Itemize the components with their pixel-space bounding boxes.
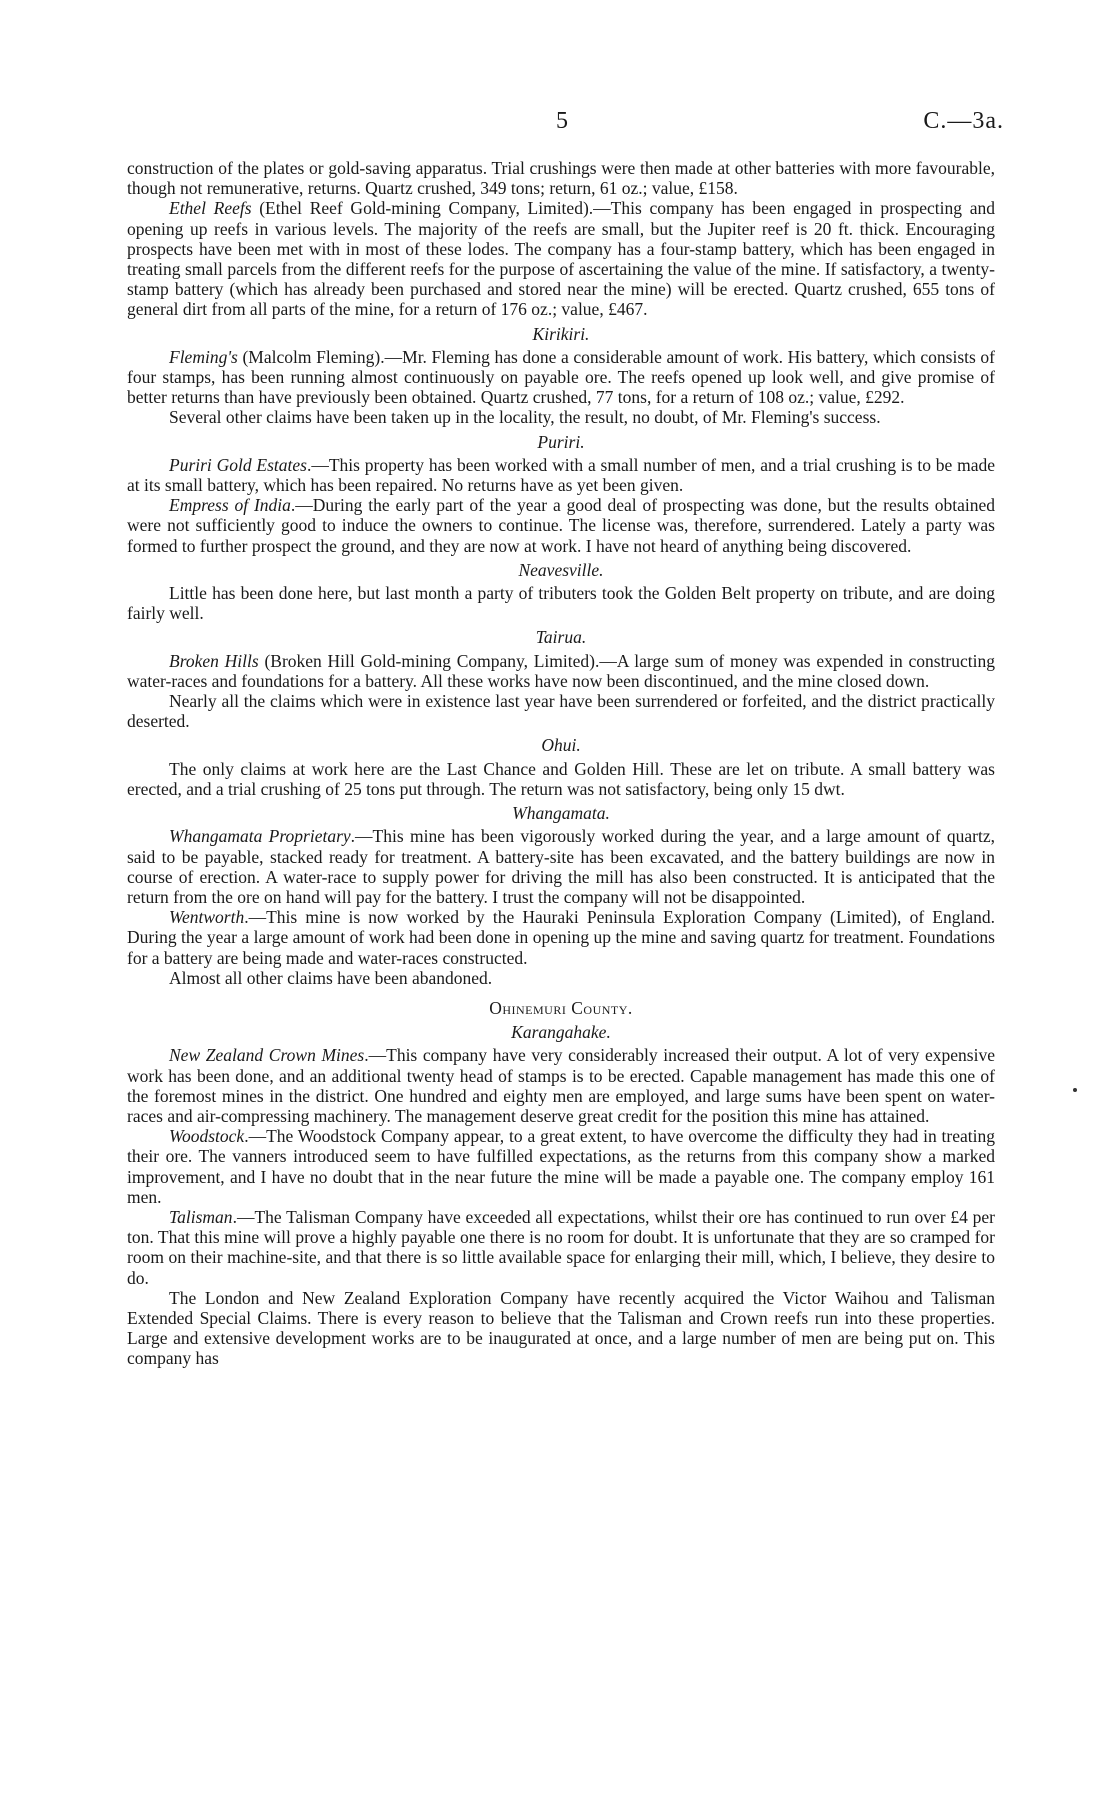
section-heading: Neavesville. <box>518 559 604 580</box>
paragraph <box>127 495 995 556</box>
paragraph-text: Little has been done here, but last month a party of tributers took the Golden Belt property on tribute, and are doing fairly well. <box>127 583 995 624</box>
paragraph-text: .—This property has been worked with a small number of men, and a trial crushing is to be made at its small battery, which has been repaired. No returns have as yet been given. <box>127 454 995 496</box>
paragraph-text: The London and New Zealand Exploration Company have recently acquired the Victor Waihou and Talisman Extended Special Claims. There is every reason to believe that the Talisman and Crown reefs run into these properties. Large and extensive development works are to be inaugurated at once, and a large number of men are being put on. This company has <box>127 1287 995 1369</box>
paragraph-text: (Broken Hill Gold-mining Company, Limited).—A large sum of money was expended in constructing water-races and foundations for a battery. All these works have now been discontinued, and the mine closed down. <box>127 650 996 691</box>
section-heading: Ohui. <box>541 735 581 756</box>
paragraph-text: .—This mine is now worked by the Hauraki Peninsula Exploration Company (Limited), of England. During the year a large amount of work had been done in opening up the mine and saving quartz for treatment. Foundations for a battery are being made and water-races constructed. <box>127 907 995 968</box>
section-heading: Kirikiri. <box>532 323 590 344</box>
document-body <box>127 158 995 1369</box>
paragraph <box>127 407 995 427</box>
paragraph-text: Almost all other claims have been abandoned. <box>169 967 493 988</box>
paragraph-text: .—This company have very considerably increased their output. A lot of very expensive work has been done, and an additional twenty head of stamps is to be erected. Capable management has made this one of the foremost mines in the district. One hundred and eighty men are employed, and large sums have been spent on water-races and air-compressing machinery. The management deserve great credit for the position this mine has attained. <box>127 1045 995 1126</box>
section-heading: Tairua. <box>535 627 587 648</box>
paragraph-text: construction of the plates or gold-saving apparatus. Trial crushings were then made at other batteries with more favourable, though not remunerative, returns. Quartz crushed, 349 tons; return, 61 oz.; value, £158. <box>127 158 995 199</box>
document-reference: C.—3a. <box>923 108 1004 134</box>
paragraph <box>127 907 995 968</box>
page-number: 5 <box>556 108 568 134</box>
paragraph <box>127 968 995 988</box>
paragraph-text: The only claims at work here are the Last Chance and Golden Hill. These are let on tribute. A small battery was erected, and a trial crushing of 25 tons put through. The return was not satisfactory, being only 15 dwt. <box>127 758 995 799</box>
county-heading: Ohinemuri County. <box>489 997 633 1018</box>
claim-name: Wentworth <box>169 907 245 928</box>
paragraph <box>127 1288 995 1369</box>
paragraph <box>127 651 995 691</box>
paragraph <box>127 691 995 731</box>
claim-name: Puriri Gold Estates <box>169 454 307 475</box>
claim-name: Fleming's <box>169 346 238 367</box>
claim-name: Talisman <box>169 1206 233 1227</box>
paragraph <box>127 1207 995 1288</box>
claim-name: New Zealand Crown Mines <box>169 1045 365 1066</box>
paragraph <box>127 826 995 907</box>
paragraph <box>127 759 995 799</box>
section-heading: Puriri. <box>537 431 585 452</box>
paragraph-text: .—The Talisman Company have exceeded all expectations, whilst their ore has continued to run over £4 per ton. That this mine will prove a highly payable one there is no room for doubt. It is unfortunate that they are so cramped for room on their machine-site, and that there is so little available space for enlarging their mill, which, I believe, they desire to do. <box>127 1206 995 1288</box>
paragraph <box>127 1045 995 1126</box>
paragraph <box>127 198 995 319</box>
paragraph-text: .—This mine has been vigorously worked during the year, and a large amount of quartz, said to be payable, stacked ready for treatment. A battery-site has been excavated, and the battery buildings are now in course of erection. A water-race to supply power for driving the mill has also been constructed. It is anticipated that the return from the ore on hand will pay for the battery. I trust the company will not be disappointed. <box>127 826 996 907</box>
paragraph <box>127 347 995 408</box>
paragraph <box>127 455 995 495</box>
claim-name: Ethel Reefs <box>169 198 252 219</box>
claim-name: Broken Hills <box>169 650 259 671</box>
section-heading: Whangamata. <box>512 803 610 824</box>
paragraph-text: .—During the early part of the year a good deal of prospecting was done, but the results obtained were not sufficiently good to induce the owners to continue. The license was, therefore, surrendered. Lately a party was formed to further prospect the ground, and they are now at work. I have not heard of anything being discovered. <box>127 495 995 556</box>
section-heading: Karangahake. <box>511 1022 611 1043</box>
paragraph <box>127 1126 995 1207</box>
claim-name: Woodstock <box>169 1126 245 1147</box>
paragraph-text: (Ethel Reef Gold-mining Company, Limited).—This company has been engaged in prospecting and opening up reefs in various levels. The majority of the reefs are small, but the Jupiter reef is 20 ft. thick. Encouraging prospects have been met with in most of these lodes. The company has a four-stamp battery, which has been engaged in treating small parcels from the different reefs for the purpose of ascertaining the value of the mine. If satisfactory, a twenty-stamp battery (which has already been purchased and stored near the mine) will be erected. Quartz crushed, 655 tons of general dirt from all parts of the mine, for a return of 176 oz.; value, £467. <box>127 198 995 320</box>
paragraph-text: Nearly all the claims which were in existence last year have been surrendered or forfeited, and the district practically deserted. <box>127 691 995 732</box>
margin-speck <box>1073 1088 1077 1092</box>
paragraph-text: .—The Woodstock Company appear, to a great extent, to have overcome the difficulty they had in treating their ore. The vanners introduced seem to have fulfilled expectations, as the returns from this company show a marked improvement, and I have no doubt that in the near future the mine will be made a payable one. The company employ 161 men. <box>127 1126 995 1207</box>
paragraph-text: (Malcolm Fleming).—Mr. Fleming has done a considerable amount of work. His battery, which consists of four stamps, has been running almost continuously on payable ore. The reefs opened up look well, and give promise of better returns than have previously been obtained. Quartz crushed, 77 tons, for a return of 108 oz.; value, £292. <box>127 346 995 408</box>
paragraph <box>127 158 995 198</box>
paragraph-text: Several other claims have been taken up in the locality, the result, no doubt, of Mr. Fleming's success. <box>169 407 881 428</box>
claim-name: Empress of India <box>169 495 291 516</box>
claim-name: Whangamata Proprietary <box>169 826 351 847</box>
paragraph <box>127 583 995 623</box>
